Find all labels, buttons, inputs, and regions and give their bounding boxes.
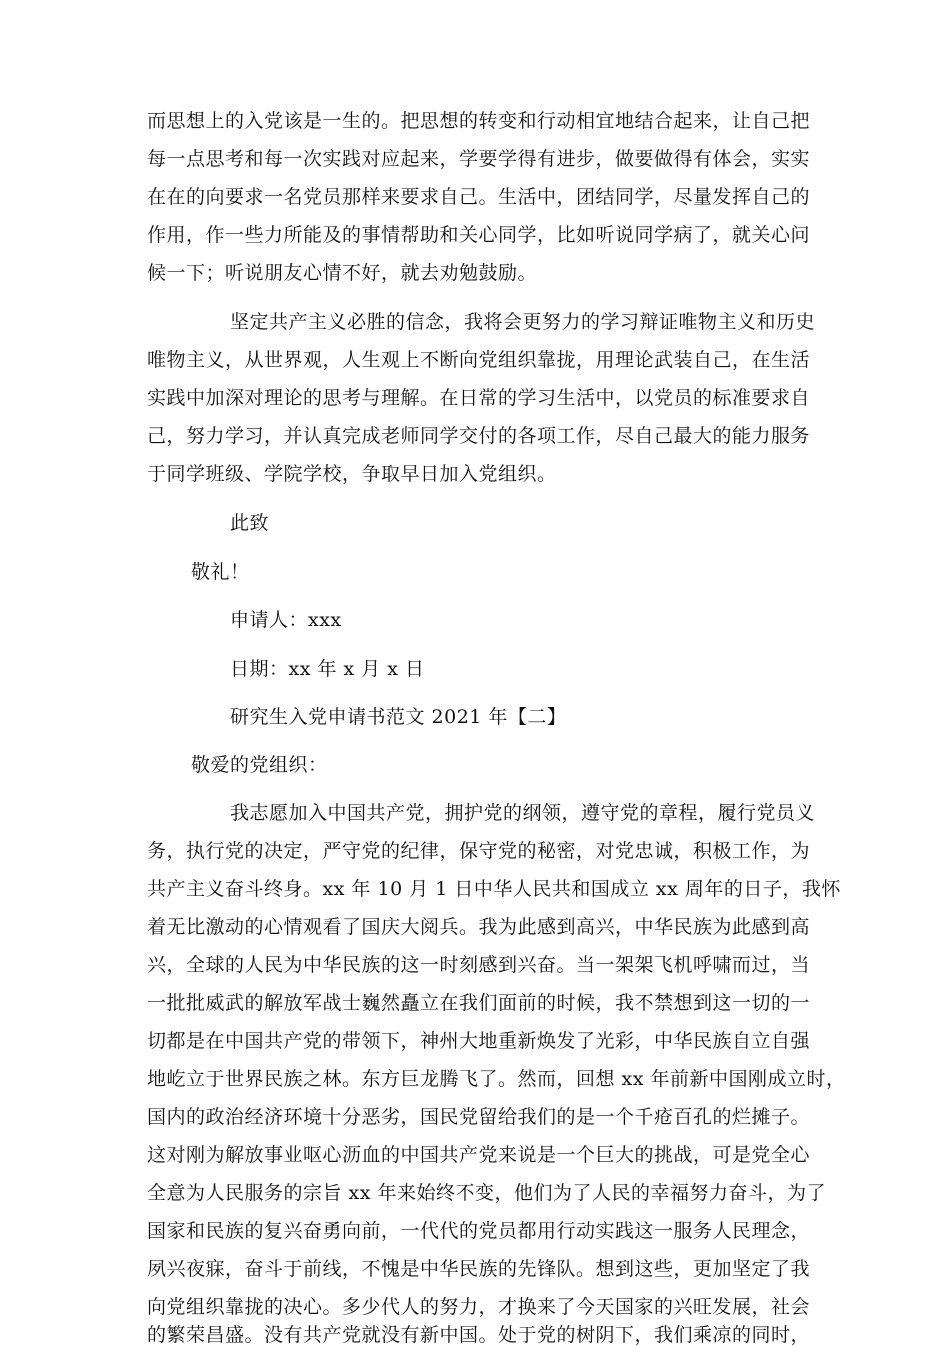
paragraph-1-line-5: 候一下；听说朋友心情不好，就去劝勉鼓励。 <box>147 262 538 284</box>
paragraph-3-line-6: 一批批威武的解放军战士巍然矗立在我们面前的时候，我不禁想到这一切的一 <box>147 992 811 1014</box>
paragraph-3-line-10: 这对刚为解放事业呕心沥血的中国共产党来说是一个巨大的挑战，可是党全心 <box>147 1144 811 1166</box>
closing-jingli: 敬礼！ <box>191 561 250 583</box>
paragraph-3-line-13: 夙兴夜寐，奋斗于前线，不愧是中华民族的先锋队。想到这些，更加坚定了我 <box>147 1258 811 1280</box>
paragraph-3-line-4: 着无比激动的心情观看了国庆大阅兵。我为此感到高兴，中华民族为此感到高 <box>147 916 811 938</box>
paragraph-3-line-3: 共产主义奋斗终身。xx 年 10 月 1 日中华人民共和国成立 xx 周年的日子，我怀 <box>147 878 841 900</box>
paragraph-3-line-11: 全意为人民服务的宗旨 xx 年来始终不变，他们为了人民的幸福努力奋斗，为了 <box>147 1182 827 1204</box>
paragraph-2-line-4: 己，努力学习，并认真完成老师同学交付的各项工作，尽自己最大的能力服务 <box>147 425 811 447</box>
paragraph-3-line-2: 务，执行党的决定，严守党的纪律，保守党的秘密，对党忠诚，积极工作，为 <box>147 840 811 862</box>
paragraph-3-line-7: 切都是在中国共产党的带领下，神州大地重新焕发了光彩，中华民族自立自强 <box>147 1030 811 1052</box>
paragraph-1-line-2: 每一点思考和每一次实践对应起来，学要学得有进步，做要做得有体会，实实 <box>147 148 811 170</box>
paragraph-2-line-5: 于同学班级、学院学校，争取早日加入党组织。 <box>147 463 557 485</box>
paragraph-2-line-3: 实践中加深对理论的思考与理解。在日常的学习生活中，以党员的标准要求自 <box>147 387 811 409</box>
paragraph-2-line-2: 唯物主义，从世界观，人生观上不断向党组织靠拢，用理论武装自己，在生活 <box>147 349 811 371</box>
applicant-line: 申请人：xxx <box>230 609 342 631</box>
paragraph-3-line-9: 国内的政治经济环境十分恶劣，国民党留给我们的是一个千疮百孔的烂摊子。 <box>147 1106 811 1128</box>
closing-cizhi: 此致 <box>230 512 270 534</box>
paragraph-3-line-14: 向党组织靠拢的决心。多少代人的努力，才换来了今天国家的兴旺发展，社会 <box>147 1296 811 1318</box>
section-title: 研究生入党申请书范文 2021 年【二】 <box>230 706 567 728</box>
paragraph-2-line-1: 坚定共产主义必胜的信念，我将会更努力的学习辩证唯物主义和历史 <box>230 311 816 333</box>
paragraph-3-line-12: 国家和民族的复兴奋勇向前，一代代的党员都用行动实践这一服务人民理念， <box>147 1220 811 1242</box>
paragraph-1-line-4: 作用，作一些力所能及的事情帮助和关心同学，比如听说同学病了，就关心问 <box>147 224 811 246</box>
date-line: 日期：xx 年 x 月 x 日 <box>230 658 425 680</box>
paragraph-3-line-5: 兴，全球的人民为中华民族的这一时刻感到兴奋。当一架架飞机呼啸而过，当 <box>147 954 811 976</box>
paragraph-3-line-15: 的繁荣昌盛。没有共产党就没有新中国。处于党的树阴下，我们乘凉的同时， <box>147 1324 811 1346</box>
paragraph-3-line-1: 我志愿加入中国共产党，拥护党的纲领，遵守党的章程，履行党员义 <box>230 802 816 824</box>
paragraph-1-line-1: 而思想上的入党该是一生的。把思想的转变和行动相宜地结合起来，让自己把 <box>147 110 811 132</box>
paragraph-3-line-8: 地屹立于世界民族之林。东方巨龙腾飞了。然而，回想 xx 年前新中国刚成立时， <box>147 1068 846 1090</box>
salutation: 敬爱的党组织： <box>191 754 328 776</box>
paragraph-1-line-3: 在在的向要求一名党员那样来要求自己。生活中，团结同学，尽量发挥自己的 <box>147 186 811 208</box>
